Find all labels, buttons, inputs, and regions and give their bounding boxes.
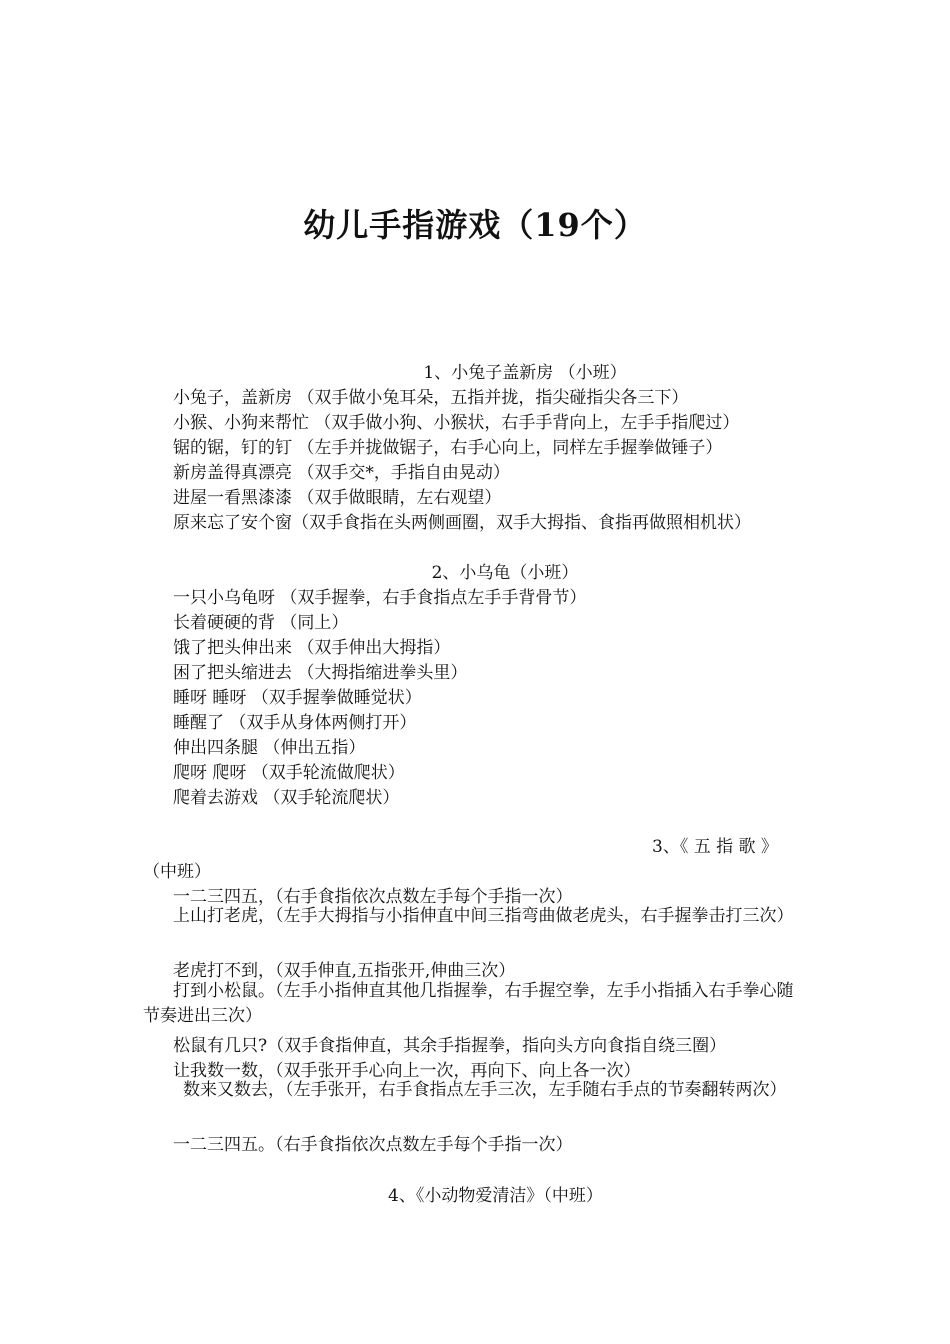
game-3-line-1: 一二三四五，（右手食指依次点数左手每个手指一次） xyxy=(173,887,573,907)
game-3-heading: 3、《 五 指 歌 》 xyxy=(652,837,778,857)
game-3-line-3: 老虎打不到，（双手伸直,五指张开,伸曲三次） xyxy=(173,961,516,981)
game-2-heading: 2、小乌龟（小班） xyxy=(431,563,579,583)
game-3-heading-tail: （中班） xyxy=(143,862,211,882)
game-2-line-5: 睡呀 睡呀 （双手握拳做睡觉状） xyxy=(173,688,422,708)
game-1-heading: 1、小兔子盖新房 （小班） xyxy=(423,363,627,383)
game-2-line-7: 伸出四条腿 （伸出五指） xyxy=(173,738,366,758)
game-3-line-7: 数来又数去，（左手张开，右手食指点左手三次，左手随右手点的节奏翻转两次） xyxy=(183,1080,787,1100)
game-2-line-3: 饿了把头伸出来 （双手伸出大拇指） xyxy=(173,638,451,658)
game-1-line-2: 小猴、小狗来帮忙 （双手做小狗、小猴状，右手手背向上，左手手指爬过） xyxy=(173,413,740,433)
game-2-line-4: 困了把头缩进去 （大拇指缩进拳头里） xyxy=(173,663,468,683)
game-3-line-2: 上山打老虎，（左手大拇指与小指伸直中间三指弯曲做老虎头，右手握拳击打三次） xyxy=(173,906,794,926)
game-2-line-2: 长着硬硬的背 （同上） xyxy=(173,613,349,633)
game-2-line-8: 爬呀 爬呀 （双手轮流做爬状） xyxy=(173,763,405,783)
game-1-line-1: 小兔子，盖新房 （双手做小兔耳朵，五指并拢，指尖碰指尖各三下） xyxy=(173,388,689,408)
game-1-line-4: 新房盖得真漂亮 （双手交*，手指自由晃动） xyxy=(173,463,510,483)
game-4-heading: 4、《小动物爱清洁》（中班） xyxy=(388,1186,603,1206)
game-2-line-9: 爬着去游戏 （双手轮流爬状） xyxy=(173,788,400,808)
game-2-line-1: 一只小乌龟呀 （双手握拳，右手食指点左手手背骨节） xyxy=(173,588,587,608)
game-3-line-4: 打到小松鼠。（左手小指伸直其他几指握拳，右手握空拳，左手小指插入右手拳心随节奏进出三次） xyxy=(143,981,794,1026)
game-2-line-6: 睡醒了 （双手从身体两侧打开） xyxy=(173,713,417,733)
page-title: 幼儿手指游戏（19个） xyxy=(303,206,647,244)
game-1-line-6: 原来忘了安个窗（双手食指在头两侧画圈，双手大拇指、食指再做照相机状） xyxy=(173,513,751,533)
game-1-line-5: 进屋一看黑漆漆 （双手做眼睛，左右观望） xyxy=(173,488,502,508)
game-3-line-8: 一二三四五。（右手食指依次点数左手每个手指一次） xyxy=(173,1135,573,1155)
game-3-line-6: 让我数一数，（双手张开手心向上一次，再向下、向上各一次） xyxy=(173,1061,641,1081)
game-3-line-5: 松鼠有几只?（双手食指伸直，其余手指握拳，指向头方向食指自绕三圈） xyxy=(173,1036,727,1056)
game-1-line-3: 锯的锯，钉的钉 （左手并拢做锯子，右手心向上，同样左手握拳做锤子） xyxy=(173,438,723,458)
